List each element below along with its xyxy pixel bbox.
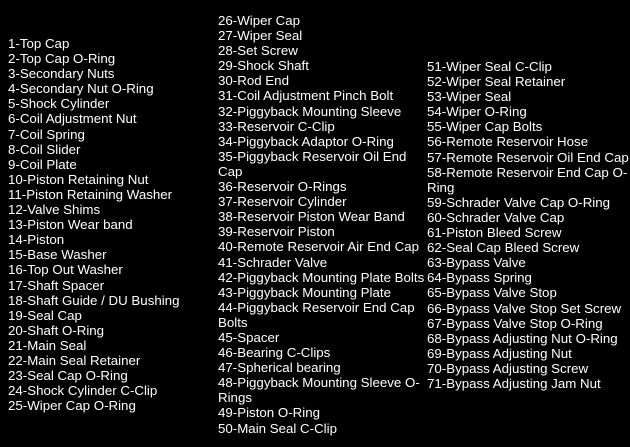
part-item: 36-Reservoir O-Rings xyxy=(218,179,347,195)
part-item: 46-Bearing C-Clips xyxy=(218,345,331,361)
part-item: 12-Valve Shims xyxy=(8,202,101,218)
part-item: 40-Remote Reservoir Air End Cap xyxy=(218,239,420,255)
part-item: 67-Bypass Valve Stop O-Ring xyxy=(427,315,603,331)
part-item: 60-Schrader Valve Cap xyxy=(427,209,565,225)
parts-column-2 xyxy=(218,13,428,436)
part-item: 27-Wiper Seal xyxy=(218,28,303,44)
part-item: 34-Piggyback Adaptor O-Ring xyxy=(218,133,394,149)
part-item: 66-Bypass Valve Stop Set Screw xyxy=(427,300,622,316)
part-item: 22-Main Seal Retainer xyxy=(8,352,141,368)
part-item: 50-Main Seal C-Clip xyxy=(218,420,337,436)
part-item: 68-Bypass Adjusting Nut O-Ring xyxy=(427,330,618,346)
parts-column-3 xyxy=(427,59,630,391)
part-item: 16-Top Out Washer xyxy=(8,262,123,278)
part-item: 25-Wiper Cap O-Ring xyxy=(8,398,136,414)
part-item: 13-Piston Wear band xyxy=(8,217,133,233)
part-item: 65-Bypass Valve Stop xyxy=(427,285,557,301)
part-item: 23-Seal Cap O-Ring xyxy=(8,368,128,384)
part-item: 32-Piggyback Mounting Sleeve xyxy=(218,103,402,119)
part-item: 26-Wiper Cap xyxy=(218,13,301,28)
part-item: 41-Schrader Valve xyxy=(218,254,328,270)
part-item: 39-Reservoir Piston xyxy=(218,224,335,240)
part-item: 49-Piston O-Ring xyxy=(218,405,320,421)
part-item: 31-Coil Adjustment Pinch Bolt xyxy=(218,88,394,104)
part-item: 61-Piston Bleed Screw xyxy=(427,225,562,241)
part-item: 54-Wiper O-Ring xyxy=(427,104,527,120)
part-item: 9-Coil Plate xyxy=(8,156,77,172)
part-item: 71-Bypass Adjusting Jam Nut xyxy=(427,375,601,391)
part-item: 5-Shock Cylinder xyxy=(8,96,110,112)
part-item: 64-Bypass Spring xyxy=(427,270,532,286)
part-item: 56-Remote Reservoir Hose xyxy=(427,134,589,150)
part-item: 8-Coil Slider xyxy=(8,141,81,157)
part-item: 18-Shaft Guide / DU Bushing xyxy=(8,292,180,308)
part-item: 37-Reservoir Cylinder xyxy=(218,194,347,210)
part-item: 57-Remote Reservoir Oil End Cap xyxy=(427,149,629,165)
part-item: 47-Spherical bearing xyxy=(218,360,341,376)
part-item: 1-Top Cap xyxy=(8,36,70,51)
parts-column-1 xyxy=(8,36,220,413)
part-item: 14-Piston xyxy=(8,232,65,248)
part-item: 29-Shock Shaft xyxy=(218,58,309,74)
part-item: 45-Spacer xyxy=(218,329,280,345)
part-item: 24-Shock Cylinder C-Clip xyxy=(8,383,158,399)
part-item: 15-Base Washer xyxy=(8,247,107,263)
part-item: 55-Wiper Cap Bolts xyxy=(427,119,543,135)
part-item: 42-Piggyback Mounting Plate Bolts xyxy=(218,269,425,285)
part-item: 6-Coil Adjustment Nut xyxy=(8,111,137,127)
part-item: 28-Set Screw xyxy=(218,43,298,59)
part-item: 43-Piggyback Mounting Plate xyxy=(218,284,391,300)
part-item: 70-Bypass Adjusting Screw xyxy=(427,360,589,376)
part-item: 53-Wiper Seal xyxy=(427,89,512,105)
part-item: 44-Piggyback Reservoir End Cap Bolts xyxy=(218,299,415,330)
part-item: 30-Rod End xyxy=(218,73,289,89)
part-item: 51-Wiper Seal C-Clip xyxy=(427,59,552,74)
part-item: 21-Main Seal xyxy=(8,337,87,353)
part-item: 20-Shaft O-Ring xyxy=(8,322,105,338)
part-item: 3-Secondary Nuts xyxy=(8,66,115,82)
part-item: 4-Secondary Nut O-Ring xyxy=(8,81,154,97)
part-item: 48-Piggyback Mounting Sleeve O-Rings xyxy=(218,375,420,406)
part-item: 52-Wiper Seal Retainer xyxy=(427,74,566,90)
part-item: 58-Remote Reservoir End Cap O-Ring xyxy=(427,164,628,195)
part-item: 7-Coil Spring xyxy=(8,126,85,142)
part-item: 35-Piggyback Reservoir Oil End Cap xyxy=(218,148,407,179)
part-item: 11-Piston Retaining Washer xyxy=(8,186,173,202)
part-item: 2-Top Cap O-Ring xyxy=(8,51,116,67)
part-item: 10-Piston Retaining Nut xyxy=(8,171,149,187)
part-item: 59-Schrader Valve Cap O-Ring xyxy=(427,194,611,210)
part-item: 69-Bypass Adjusting Nut xyxy=(427,345,572,361)
part-item: 38-Reservoir Piston Wear Band xyxy=(218,209,405,225)
part-item: 63-Bypass Valve xyxy=(427,255,526,271)
part-item: 33-Reservoir C-Clip xyxy=(218,118,335,134)
part-item: 19-Seal Cap xyxy=(8,307,82,323)
part-item: 17-Shaft Spacer xyxy=(8,277,105,293)
part-item: 62-Seal Cap Bleed Screw xyxy=(427,240,580,256)
